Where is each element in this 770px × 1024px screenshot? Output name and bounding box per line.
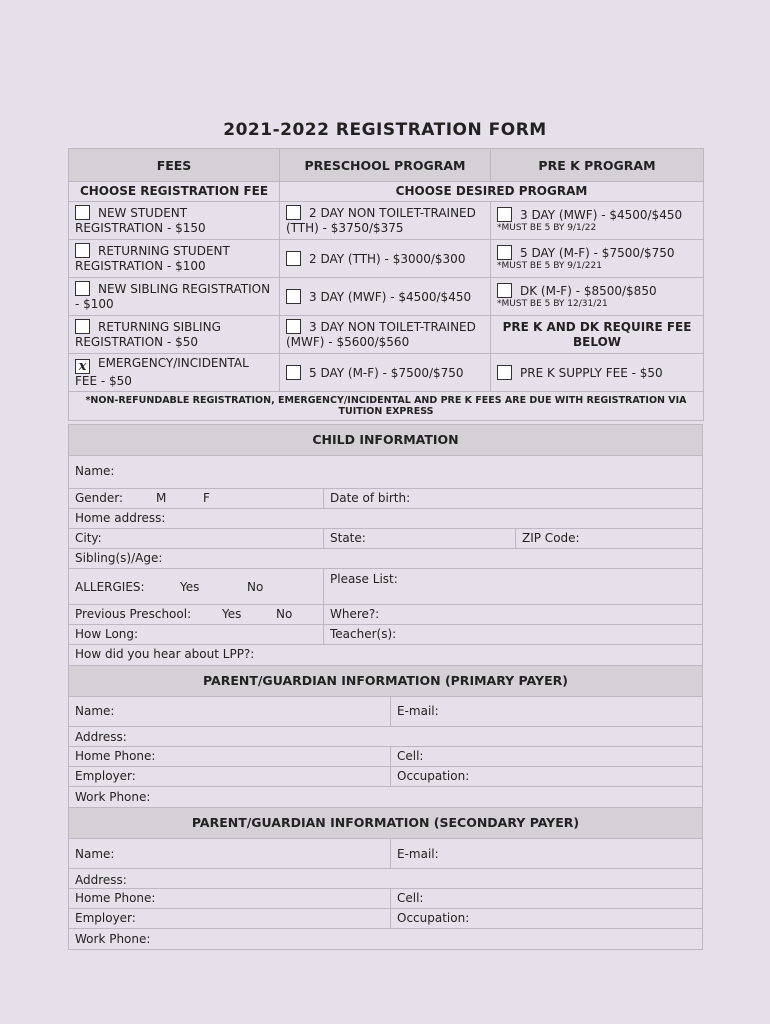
child-prev-preschool-row: [69, 605, 702, 625]
prev-preschool-label: Previous Preschool:: [75, 607, 192, 621]
how-hear-label: How did you hear about LPP?:: [75, 647, 255, 661]
please-list-field[interactable]: [323, 569, 702, 604]
zip-label: ZIP Code:: [522, 531, 580, 545]
prek-supply-fee-label: PRE K SUPPLY FEE - $50: [520, 365, 663, 380]
preschool-2day-ntt-checkbox[interactable]: [286, 205, 301, 220]
secondary-address-label: Address:: [75, 873, 127, 887]
secondary-cell-label: Cell:: [397, 891, 424, 905]
secondary-employer-row: [69, 909, 702, 929]
where-label: Where?:: [330, 607, 380, 621]
prek-3day-checkbox[interactable]: [497, 207, 512, 222]
prek-requirement-note: PRE K AND DK REQUIRE FEE BELOW: [491, 316, 704, 354]
header-prek: PRE K PROGRAM: [491, 149, 704, 182]
primary-payer-section: [68, 665, 703, 808]
allergies-no[interactable]: No: [247, 580, 264, 594]
preschool-5day-checkbox[interactable]: [286, 365, 301, 380]
preschool-2day-ntt-label: 2 DAY NON TOILET-TRAINED (TTH) - $3750/$375: [286, 206, 476, 235]
primary-work-phone-label: Work Phone:: [75, 790, 151, 804]
primary-occupation-field[interactable]: [390, 767, 702, 786]
fee-emergency-checkbox[interactable]: x: [75, 359, 90, 374]
prek-option: [491, 240, 704, 278]
primary-employer-row: [69, 767, 702, 787]
primary-home-phone-label: Home Phone:: [75, 749, 156, 763]
secondary-home-phone-label: Home Phone:: [75, 891, 156, 905]
child-info-section: [68, 424, 703, 666]
fee-returning-sibling-label: RETURNING SIBLING REGISTRATION - $50: [75, 320, 221, 349]
dob-label: Date of birth:: [330, 491, 411, 505]
fee-new-sibling-checkbox[interactable]: [75, 281, 90, 296]
prek-dk-note: *MUST BE 5 BY 12/31/21: [497, 299, 608, 309]
home-address-label: Home address:: [75, 511, 166, 525]
where-field[interactable]: [323, 605, 702, 624]
city-field[interactable]: [69, 529, 323, 548]
child-how-hear-row[interactable]: [69, 645, 702, 665]
how-long-label: How Long:: [75, 627, 139, 641]
secondary-name-label: Name:: [75, 847, 115, 861]
fee-emergency-label: EMERGENCY/INCIDENTAL FEE - $50: [75, 356, 249, 388]
secondary-phone-row: [69, 889, 702, 909]
child-how-long-row: [69, 625, 702, 645]
secondary-name-field[interactable]: [69, 839, 390, 868]
preschool-option: [280, 278, 491, 316]
preschool-2day-checkbox[interactable]: [286, 251, 301, 266]
child-allergies-row: [69, 569, 702, 605]
subheader-fee: CHOOSE REGISTRATION FEE: [69, 182, 280, 202]
preschool-3day-ntt-label: 3 DAY NON TOILET-TRAINED (MWF) - $5600/$560: [286, 320, 476, 349]
primary-employer-label: Employer:: [75, 769, 136, 783]
secondary-home-phone-field[interactable]: [69, 889, 390, 908]
fee-returning-student-checkbox[interactable]: [75, 243, 90, 258]
prek-5day-note: *MUST BE 5 BY 9/1/221: [497, 261, 602, 271]
secondary-payer-header: PARENT/GUARDIAN INFORMATION (SECONDARY PAYER): [69, 808, 702, 839]
prek-3day-label: 3 DAY (MWF) - $4500/$450: [520, 208, 683, 222]
subheader-program: CHOOSE DESIRED PROGRAM: [280, 182, 704, 202]
prek-3day-note: *MUST BE 5 BY 9/1/22: [497, 223, 597, 233]
teachers-label: Teacher(s):: [330, 627, 397, 641]
prek-5day-label: 5 DAY (M-F) - $7500/$750: [520, 246, 675, 260]
preschool-option: [280, 316, 491, 354]
fee-returning-sibling-checkbox[interactable]: [75, 319, 90, 334]
fee-option: [69, 202, 280, 240]
preschool-option: [280, 240, 491, 278]
child-info-header: CHILD INFORMATION: [69, 425, 702, 456]
secondary-address-row[interactable]: [69, 869, 702, 889]
fee-new-student-label: NEW STUDENT REGISTRATION - $150: [75, 206, 206, 235]
primary-home-phone-field[interactable]: [69, 747, 390, 766]
secondary-email-label: E-mail:: [397, 847, 439, 861]
fee-new-sibling-label: NEW SIBLING REGISTRATION - $100: [75, 282, 271, 311]
preschool-3day-label: 3 DAY (MWF) - $4500/$450: [309, 289, 472, 304]
primary-name-row: [69, 697, 702, 727]
secondary-occupation-label: Occupation:: [397, 911, 470, 925]
child-home-address-row[interactable]: [69, 509, 702, 529]
prek-supply-fee-checkbox[interactable]: [497, 365, 512, 380]
primary-email-label: E-mail:: [397, 704, 439, 718]
how-long-field[interactable]: [69, 625, 323, 644]
prek-option: [491, 354, 704, 392]
secondary-name-row: [69, 839, 702, 869]
prek-5day-checkbox[interactable]: [497, 245, 512, 260]
allergies-yes[interactable]: Yes: [180, 580, 200, 594]
gender-f[interactable]: F: [203, 491, 210, 505]
preschool-2day-label: 2 DAY (TTH) - $3000/$300: [309, 251, 466, 266]
header-fees: FEES: [69, 149, 280, 182]
primary-name-label: Name:: [75, 704, 115, 718]
gender-m[interactable]: M: [156, 491, 167, 505]
fees-note: *NON-REFUNDABLE REGISTRATION, EMERGENCY/INCIDENTAL AND PRE K FEES ARE DUE WITH REGISTRATION VIA TUITION EXPRESS: [69, 392, 704, 421]
prev-preschool-yes[interactable]: Yes: [222, 607, 242, 621]
fees-table: [68, 148, 704, 421]
secondary-employer-label: Employer:: [75, 911, 136, 925]
secondary-payer-section: [68, 807, 703, 950]
primary-address-row[interactable]: [69, 727, 702, 747]
state-field[interactable]: [323, 529, 515, 548]
secondary-cell-field[interactable]: [390, 889, 702, 908]
gender-label: Gender:: [75, 491, 124, 505]
allergies-field: [69, 569, 323, 604]
fee-returning-student-label: RETURNING STUDENT REGISTRATION - $100: [75, 244, 230, 273]
child-siblings-row[interactable]: [69, 549, 702, 569]
teachers-field[interactable]: [323, 625, 702, 644]
fee-option: [69, 240, 280, 278]
child-gender-dob-row: [69, 489, 702, 509]
siblings-label: Sibling(s)/Age:: [75, 551, 163, 565]
prev-preschool-field: [69, 605, 323, 624]
form-title: 2021-2022 REGISTRATION FORM: [223, 120, 547, 140]
primary-work-phone-row[interactable]: [69, 787, 702, 807]
please-list-label: Please List:: [330, 572, 398, 586]
child-name-row[interactable]: [69, 456, 702, 489]
zip-field[interactable]: [515, 529, 702, 548]
primary-address-label: Address:: [75, 730, 127, 744]
state-label: State:: [330, 531, 366, 545]
header-preschool: PRESCHOOL PROGRAM: [280, 149, 491, 182]
fee-new-student-checkbox[interactable]: [75, 205, 90, 220]
secondary-work-phone-row[interactable]: [69, 929, 702, 949]
child-gender-field[interactable]: [69, 489, 323, 508]
primary-payer-header: PARENT/GUARDIAN INFORMATION (PRIMARY PAYER): [69, 666, 702, 697]
preschool-option: [280, 202, 491, 240]
fee-option: [69, 316, 280, 354]
child-dob-field[interactable]: [323, 489, 702, 508]
prev-preschool-no[interactable]: No: [276, 607, 293, 621]
city-label: City:: [75, 531, 102, 545]
primary-phone-row: [69, 747, 702, 767]
preschool-option: [280, 354, 491, 392]
preschool-3day-checkbox[interactable]: [286, 289, 301, 304]
prek-dk-label: DK (M-F) - $8500/$850: [520, 284, 657, 298]
secondary-employer-field[interactable]: [69, 909, 390, 928]
primary-cell-field[interactable]: [390, 747, 702, 766]
primary-occupation-label: Occupation:: [397, 769, 470, 783]
child-name-label: Name:: [75, 464, 115, 478]
primary-cell-label: Cell:: [397, 749, 424, 763]
secondary-email-field[interactable]: [390, 839, 702, 868]
prek-option: [491, 278, 704, 316]
secondary-work-phone-label: Work Phone:: [75, 932, 151, 946]
primary-name-field[interactable]: [69, 697, 390, 726]
prek-dk-checkbox[interactable]: [497, 283, 512, 298]
prek-option: [491, 202, 704, 240]
allergies-label: ALLERGIES:: [75, 580, 145, 594]
primary-email-field[interactable]: [390, 697, 702, 726]
preschool-3day-ntt-checkbox[interactable]: [286, 319, 301, 334]
fee-option: [69, 278, 280, 316]
preschool-5day-label: 5 DAY (M-F) - $7500/$750: [309, 365, 464, 380]
secondary-occupation-field[interactable]: [390, 909, 702, 928]
child-city-row: [69, 529, 702, 549]
primary-employer-field[interactable]: [69, 767, 390, 786]
fee-option: [69, 354, 280, 392]
